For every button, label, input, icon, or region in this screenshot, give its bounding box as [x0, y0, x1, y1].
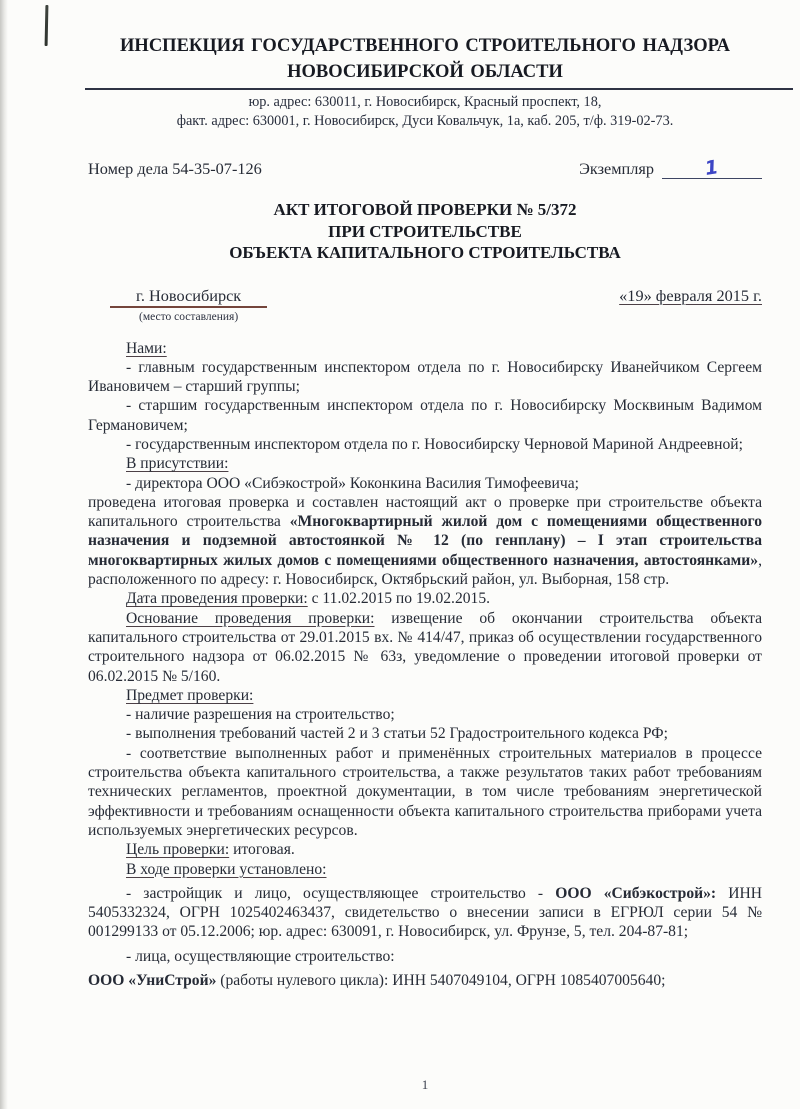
underlined-label: Основание проведения проверки:	[126, 609, 375, 627]
text-run: - государственным инспектором отдела по г. Новосибирску Черновой Мариной Андреевной;	[126, 435, 743, 453]
text-run: ООО «УниСтрой»	[88, 972, 217, 989]
paragraph	[88, 971, 762, 990]
paragraph	[88, 840, 762, 859]
page-number: 1	[421, 1077, 429, 1092]
underlined-label: В ходе проверки установлено:	[126, 860, 327, 878]
text-run: - выполнения требований частей 2 и 3 статьи 52 Градостроительного кодекса РФ;	[126, 725, 668, 743]
letterhead-title-line2: НОВОСИБИРСКОЙ ОБЛАСТИ	[287, 62, 563, 82]
copy-field	[579, 156, 762, 179]
paragraph	[88, 724, 762, 743]
paragraph	[88, 884, 762, 942]
place-name: г. Новосибирск	[110, 286, 267, 308]
paragraph	[88, 358, 762, 397]
text-run: - директора ООО «Сибэкострой» Коконкина Василия Тимофеевича;	[126, 474, 579, 492]
letterhead-rule	[85, 88, 793, 90]
paragraph	[88, 589, 762, 608]
letterhead-address-line1: юр. адрес: 630011, г. Новосибирск, Красный проспект, 18,	[248, 94, 602, 110]
paragraph	[88, 454, 762, 473]
text-run: , расположенного по адресу: г. Новосибирск, Октябрьский район, ул. Выборная, 158 стр.	[88, 551, 762, 589]
underlined-label: Цель проверки:	[126, 841, 230, 859]
text-run: (работы нулевого цикла): ИНН 5407049104, ОГРН 1085407005640;	[216, 972, 666, 989]
paragraph	[88, 705, 762, 724]
underlined-label: В присутствии:	[126, 455, 229, 473]
letterhead-address-line2: факт. адрес: 630001, г. Новосибирск, Дуси Ковальчук, 1а, каб. 205, т/ф. 319-02-73.	[176, 113, 674, 129]
document-body	[88, 339, 762, 991]
case-row	[88, 156, 762, 179]
underlined-label: Предмет проверки:	[126, 686, 254, 704]
text-run: ООО «Сибэкострой»:	[555, 884, 717, 902]
text-run: «Многоквартирный жилой дом с помещениями общественного назначения и подземной автостоянкой № 12 (по генплану) – I этап строительства многоквартирных жилых домов с помещениями общественного назначения, автостоянками»	[88, 513, 762, 569]
text-run: - соответствие выполненных работ и применённых строительных материалов в процессе строительства объекта капитального строительства, а также результатов таких работ требованиям технических регламентов, проектной документации, в том числе требованиям энергетической эффективности и требованиям оснащенности объекта капитального строительства приборами учета используемых энергетических ресурсов.	[88, 744, 762, 839]
text-run: итоговая.	[229, 841, 295, 859]
paragraph	[88, 474, 762, 493]
paragraph	[88, 860, 762, 879]
text-run: - главным государственным инспектором отдела по г. Новосибирску Иванейчиком Сергеем Ивановичем – старший группы;	[88, 358, 762, 396]
text-run: проведена итоговая проверка и составлен настоящий акт о проверке при строительстве объекта капитального строительства	[88, 493, 762, 531]
place-caption: (место составления)	[139, 310, 239, 323]
text-run: - застройщик и лицо, осуществляющее строительство -	[126, 884, 556, 902]
paragraph	[88, 609, 762, 686]
text-run: - лица, осуществляющие строительство:	[126, 947, 395, 965]
text-run: извещение об окончании строительства объекта капитального строительства от 29.01.2015 вх. № 414/47, приказ об осуществлении государственного строительного надзора от 06.02.2015 № 63з, уведомление о проведении итоговой проверки от 06.02.2015 № 5/160.	[88, 609, 762, 685]
copy-label: Экземпляр	[579, 159, 654, 178]
letterhead	[88, 33, 762, 131]
paragraph	[88, 396, 762, 435]
document-title	[88, 199, 762, 264]
place-of-drafting	[110, 286, 267, 324]
paragraph	[88, 339, 762, 358]
paragraph	[88, 493, 762, 589]
text-run: - наличие разрешения на строительство;	[126, 706, 395, 724]
underlined-label: Дата проведения проверки:	[126, 590, 308, 608]
text-run: - старшим государственным инспектором отдела по г. Новосибирску Москвиным Вадимом Германовичем;	[88, 397, 762, 434]
document-title-line1: АКТ ИТОГОВОЙ ПРОВЕРКИ № 5/372	[273, 200, 577, 219]
document-title-line3: ОБЪЕКТА КАПИТАЛЬНОГО СТРОИТЕЛЬСТВА	[229, 243, 621, 262]
paragraph	[88, 744, 762, 840]
case-number: Номер дела 54-35-07-126	[88, 159, 262, 178]
paragraph	[88, 686, 762, 705]
document-date: «19» февраля 2015 г.	[619, 285, 762, 305]
underlined-label: Нами:	[126, 339, 167, 357]
copy-underline	[662, 156, 762, 179]
document-title-line2: ПРИ СТРОИТЕЛЬСТВЕ	[328, 221, 522, 241]
text-run: с 11.02.2015 по 19.02.2015.	[307, 590, 491, 608]
paragraph	[88, 435, 762, 454]
letterhead-title-line1: ИНСПЕКЦИЯ ГОСУДАРСТВЕННОГО СТРОИТЕЛЬНОГО НАДЗОРА	[120, 36, 730, 56]
text-run: ИНН 5405332324, ОГРН 1025402463437, свидетельство о внесении записи в ЕГРЮЛ серии 54 № 001299133 от 05.12.2006; юр. адрес: 630091, г. Новосибирск, ул. Фрунзе, 5, тел. 204-87-81;	[88, 884, 762, 941]
place-date-row	[88, 286, 762, 324]
copy-value-handwritten: 1	[703, 156, 721, 180]
paragraph	[88, 947, 762, 966]
